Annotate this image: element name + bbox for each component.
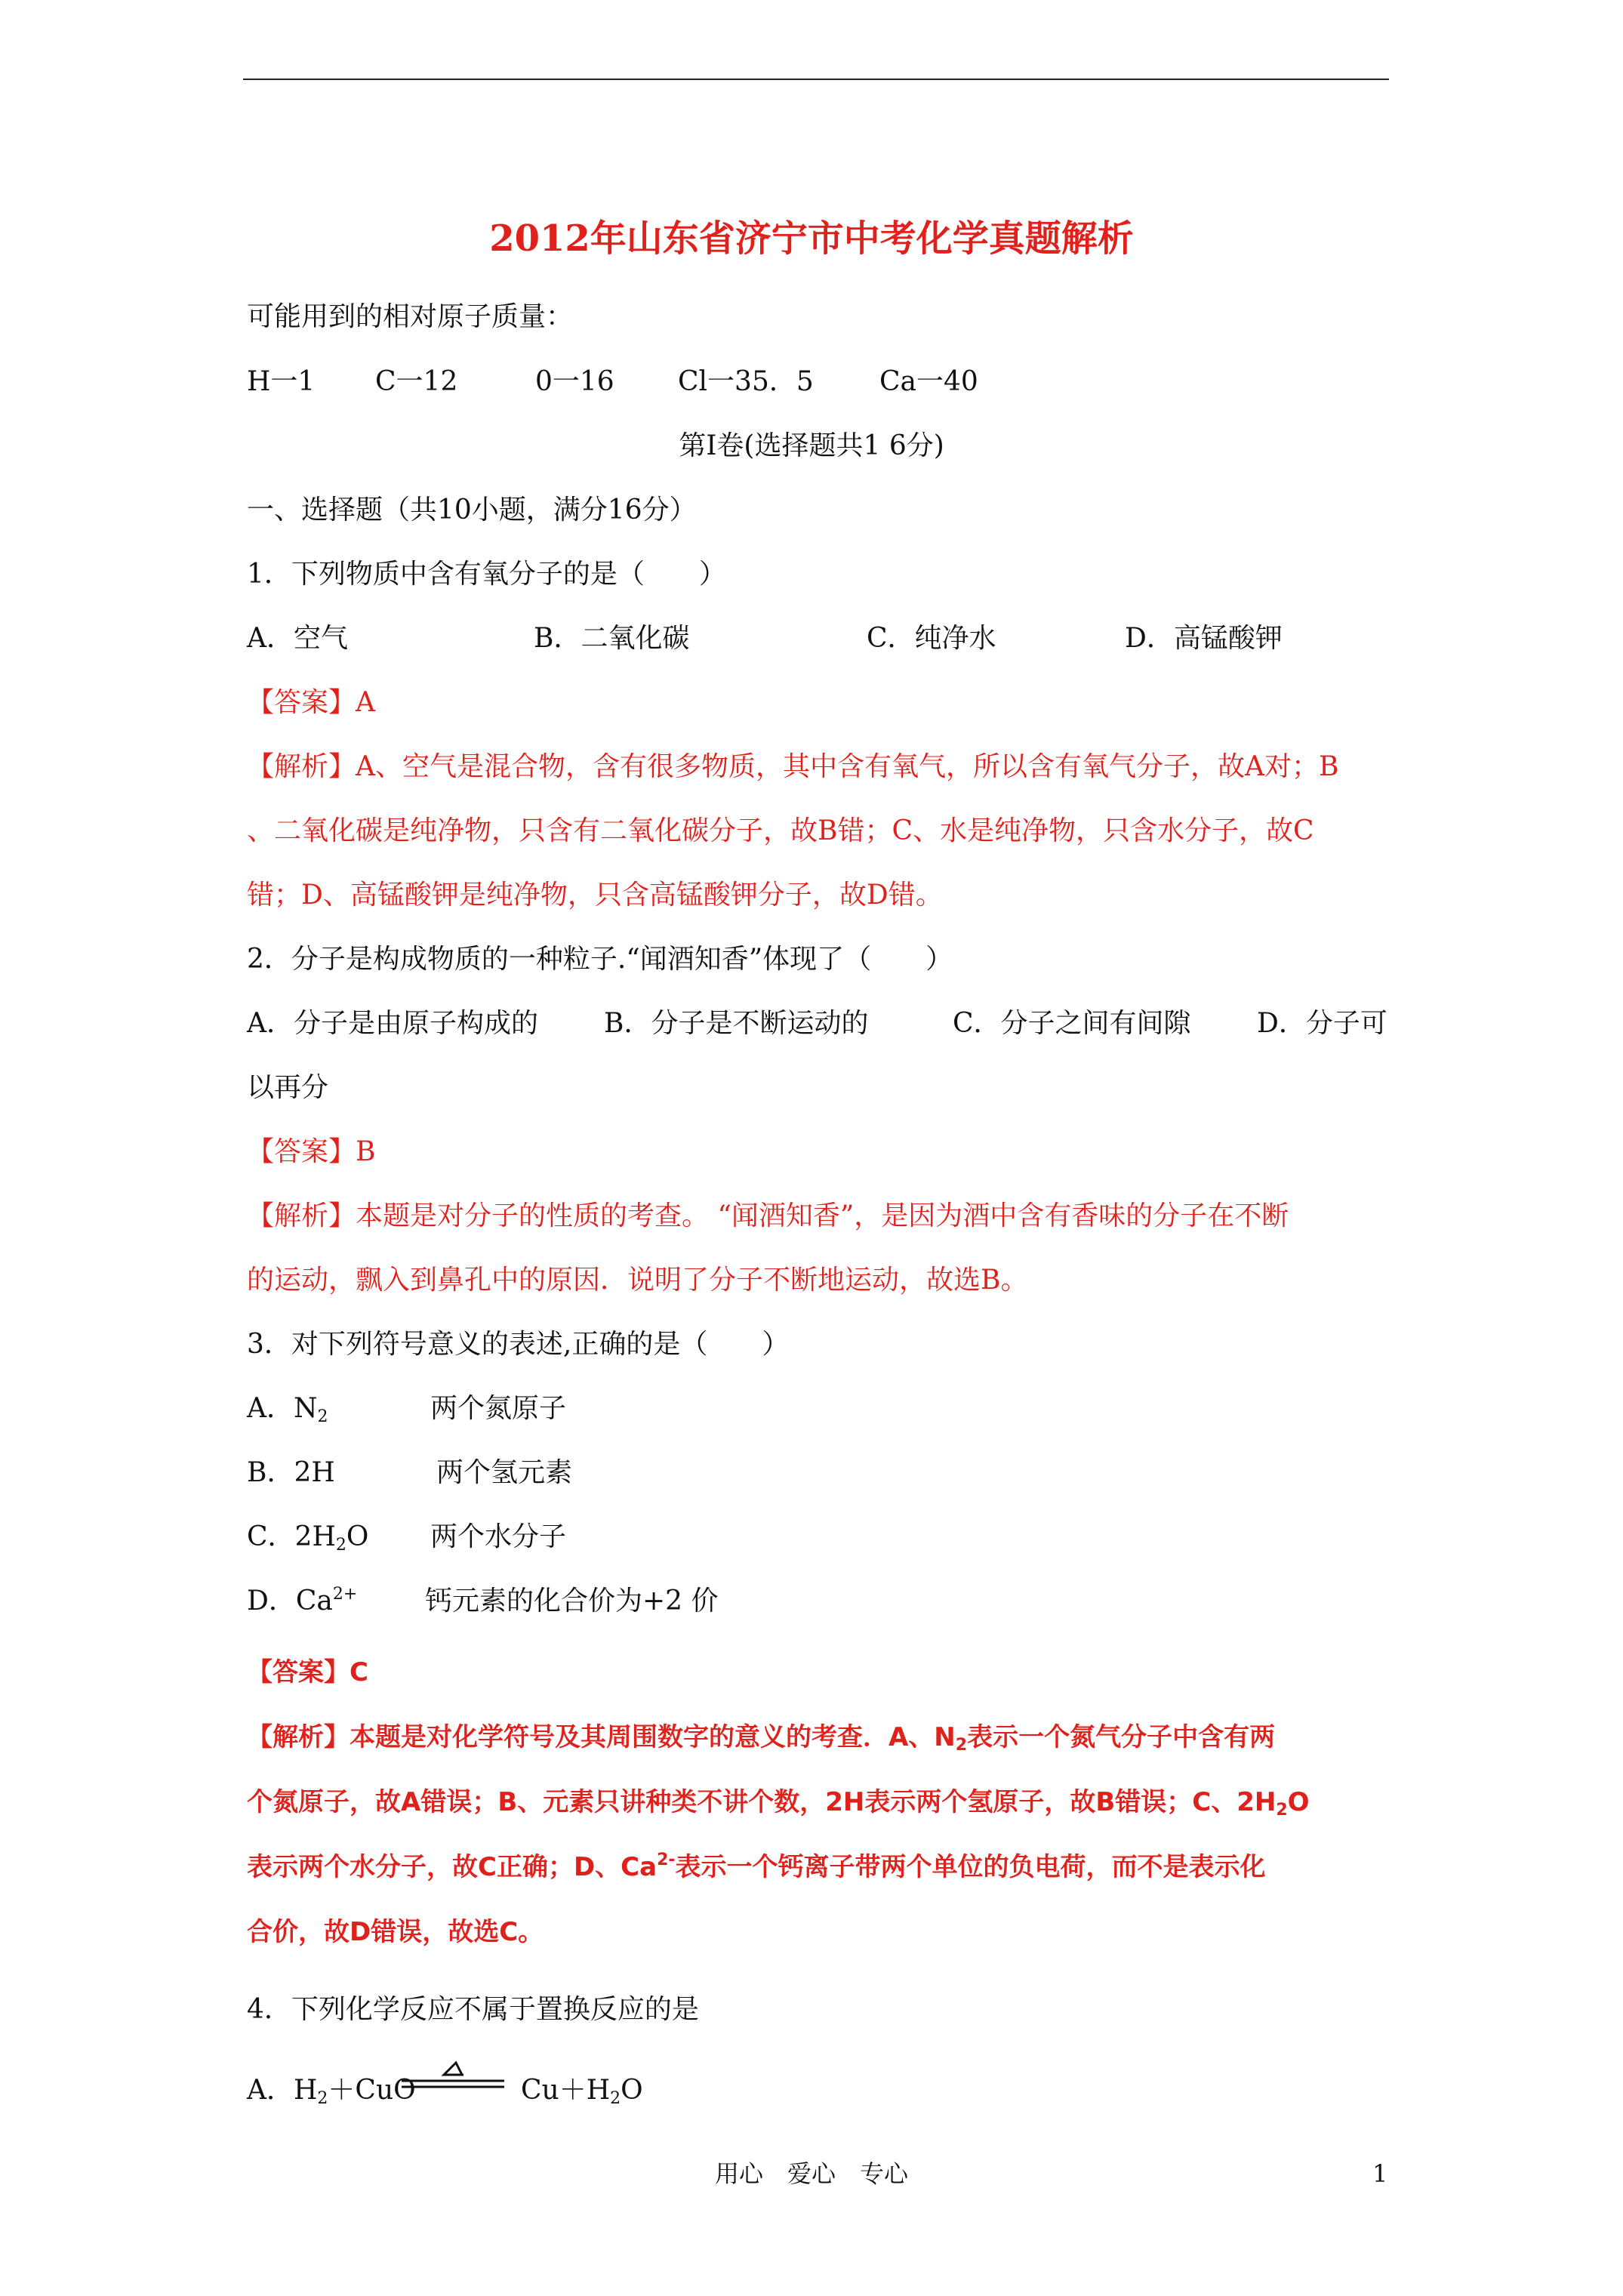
question-3-option-a-symbol: A．$N_2$ bbox=[247, 1393, 328, 1426]
question-3-analysis-line-4: 合价，故D错误，故选C。 bbox=[247, 1917, 544, 1947]
question-2-analysis-line-2: 的运动，飘入到鼻孔中的原因．说明了分子不断地运动，故选B。 bbox=[247, 1265, 1028, 1296]
question-1-analysis-line-2: 、二氧化碳是纯净物，只含有二氧化碳分子，故B错；C、水是纯净物，只含水分子，故C bbox=[247, 815, 1314, 846]
question-3-analysis-line-1: 【解析】本题是对化学符号及其周围数字的意义的考查．A、$N_2$表示一个氮气分子中含有两 bbox=[247, 1722, 1276, 1755]
question-2-stem: 2．分子是构成物质的一种粒子.“闻酒知香”体现了（ ） bbox=[247, 944, 953, 975]
question-1-stem: 1．下列物质中含有氧分子的是（ ） bbox=[247, 559, 726, 590]
question-1-analysis-line-3: 错；D、高锰酸钾是纯净物，只含高锰酸钾分子，故D错。 bbox=[247, 880, 943, 911]
question-3-option-d-symbol: D．$Ca^{2+}$ bbox=[247, 1585, 358, 1616]
question-2-option-c: C．分子之间有间隙 bbox=[953, 1008, 1191, 1039]
mass-c: C一12 bbox=[375, 366, 458, 397]
question-3-option-b-symbol: B．2H bbox=[247, 1457, 335, 1488]
question-2-option-b: B．分子是不断运动的 bbox=[604, 1008, 869, 1039]
heat-reaction-arrow-icon bbox=[400, 2060, 506, 2093]
question-1-option-a: A．空气 bbox=[247, 623, 348, 654]
question-2-answer: 【答案】B bbox=[247, 1136, 376, 1167]
mass-h: H一1 bbox=[247, 366, 316, 397]
question-1-option-b: B．二氧化碳 bbox=[534, 623, 690, 654]
question-3-option-c-meaning: 两个水分子 bbox=[430, 1521, 567, 1552]
document-title: 2012年山东省济宁市中考化学真题解析 bbox=[489, 217, 1134, 260]
question-3-option-d-meaning: 钙元素的化合价为+2 价 bbox=[425, 1586, 719, 1616]
question-2-option-a: A．分子是由原子构成的 bbox=[247, 1008, 538, 1039]
question-3-option-b-meaning: 两个氢元素 bbox=[436, 1457, 573, 1488]
question-3-option-a-meaning: 两个氮原子 bbox=[430, 1393, 567, 1424]
question-4-option-a-reactants: A．$H_2+CuO$ bbox=[247, 2075, 416, 2108]
question-2-option-d-wrap: 以再分 bbox=[247, 1072, 329, 1103]
header-rule bbox=[243, 79, 1389, 80]
page-number: 1 bbox=[1372, 2159, 1388, 2188]
question-2-option-d: D．分子可 bbox=[1257, 1008, 1387, 1039]
question-1-option-d: D．高锰酸钾 bbox=[1125, 623, 1283, 654]
question-1-answer: 【答案】A bbox=[247, 687, 375, 718]
question-1-option-c: C．纯净水 bbox=[867, 623, 996, 654]
footer-motto: 用心 爱心 专心 bbox=[714, 2159, 908, 2188]
question-3-answer: 【答案】C bbox=[247, 1657, 368, 1687]
mass-o: 0一16 bbox=[535, 366, 614, 397]
mass-cl: Cl一35．5 bbox=[678, 366, 814, 397]
question-3-option-c-symbol: C．$2H_2O$ bbox=[247, 1521, 369, 1555]
question-2-analysis-line-1: 【解析】本题是对分子的性质的考查。 “闻酒知香”，是因为酒中含有香味的分子在不断 bbox=[247, 1200, 1289, 1231]
question-1-analysis-line-1: 【解析】A、空气是混合物，含有很多物质，其中含有氧气，所以含有氧气分子，故A对；B bbox=[247, 751, 1339, 782]
question-3-analysis-line-3: 表示两个水分子，故C正确；D、$Ca^{2-}$表示一个钙离子带两个单位的负电荷，而不是表示化 bbox=[247, 1851, 1266, 1882]
mass-ca: Ca一40 bbox=[879, 366, 978, 397]
section-title: 一、选择题（共10小题，满分16分） bbox=[247, 495, 697, 525]
question-3-analysis-line-2: 个氮原子，故A错误；B、元素只讲种类不讲个数，2H表示两个氢原子，故B错误；C、$2H_2O$ bbox=[247, 1787, 1310, 1820]
question-4-option-a-products: $Cu+H_2O$ bbox=[521, 2075, 643, 2108]
question-4-stem: 4．下列化学反应不属于置换反应的是 bbox=[247, 1994, 699, 2025]
question-3-stem: 3．对下列符号意义的表述,正确的是（ ） bbox=[247, 1329, 790, 1360]
volume-title: 第Ⅰ卷(选择题共1 6分) bbox=[679, 430, 944, 461]
atomic-mass-label: 可能用到的相对原子质量： bbox=[247, 301, 574, 332]
